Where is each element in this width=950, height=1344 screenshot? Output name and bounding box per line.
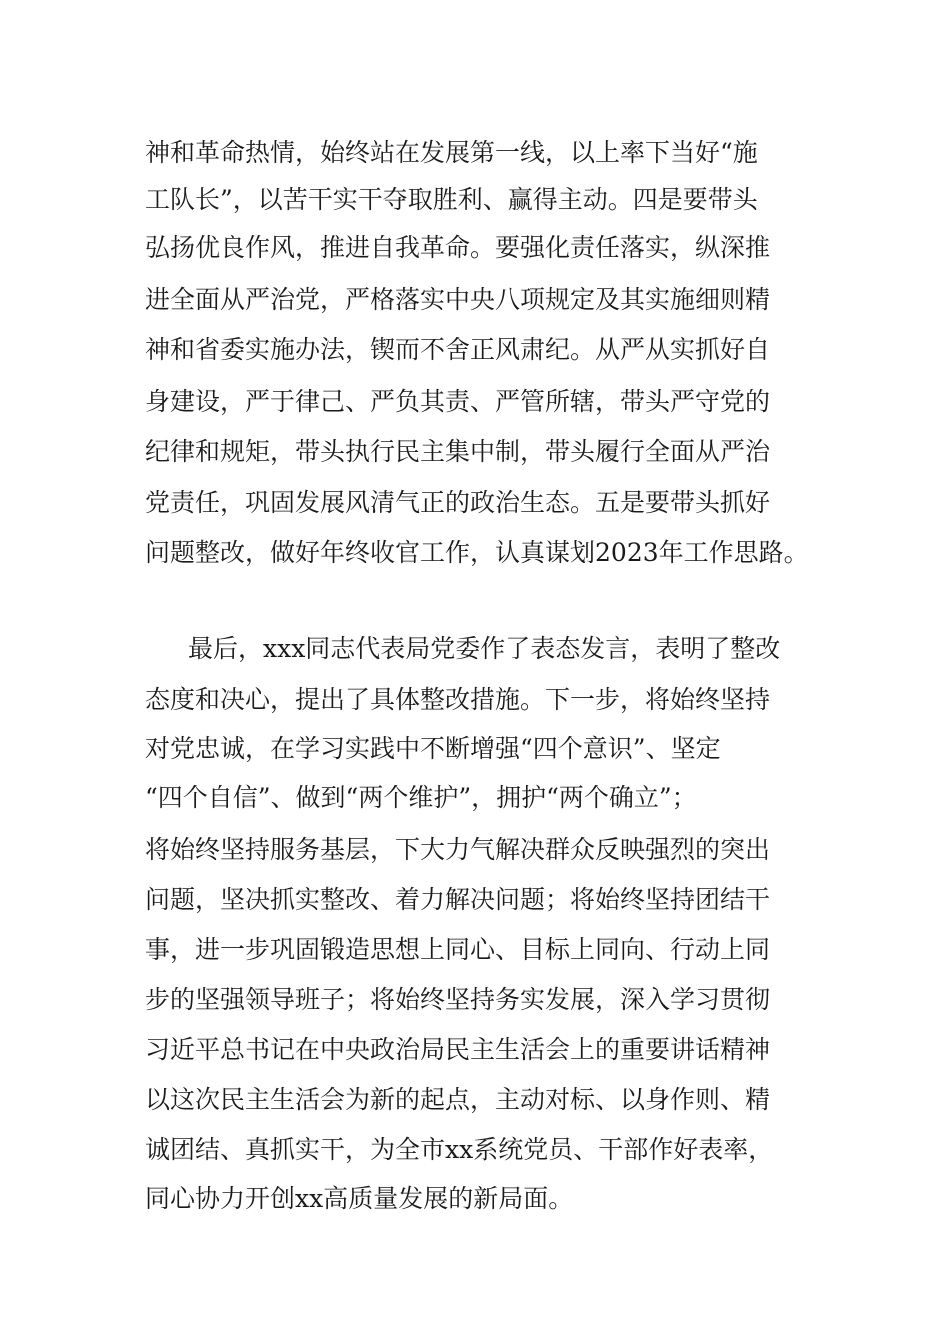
text-line: 神和革命热情，始终站在发展第一线，以上率下当好“施 xyxy=(145,138,758,167)
text-line: 以这次民主生活会为新的起点，主动对标、以身作则、精 xyxy=(145,1085,771,1114)
text-line: 党责任，巩固发展风清气正的政治生态。五是要带头抓好 xyxy=(145,488,771,517)
text-line: 身建设，严于律己、严负其责、严管所辖，带头严守党的 xyxy=(145,387,771,416)
text-line: 同心协力开创xx高质量发展的新局面。 xyxy=(145,1184,574,1213)
text-line: 问题整改，做好年终收官工作，认真谋划2023年工作思路。 xyxy=(145,538,809,567)
text-line: 步的坚强领导班子；将始终坚持务实发展，深入学习贯彻 xyxy=(145,985,771,1014)
text-line: 进全面从严治党，严格落实中央八项规定及其实施细则精 xyxy=(145,285,771,314)
text-line: 对党忠诚，在学习实践中不断增强“四个意识”、坚定 xyxy=(145,734,721,763)
text-line: 将始终坚持服务基层，下大力气解决群众反映强烈的突出 xyxy=(145,835,771,864)
text-line: 纪律和规矩，带头执行民主集中制，带头履行全面从严治 xyxy=(145,437,771,466)
text-line: 弘扬优良作风，推进自我革命。要强化责任落实，纵深推 xyxy=(145,233,771,262)
text-line: 问题，坚决抓实整改、着力解决问题；将始终坚持团结干 xyxy=(145,885,771,914)
text-line: 态度和决心，提出了具体整改措施。下一步，将始终坚持 xyxy=(145,685,771,714)
text-line: 习近平总书记在中央政治局民主生活会上的重要讲话精神 xyxy=(145,1035,771,1064)
text-line: 神和省委实施办法，锲而不舍正风肃纪。从严从实抓好自 xyxy=(145,335,771,364)
text-line: 事，进一步巩固锻造思想上同心、目标上同向、行动上同 xyxy=(145,935,771,964)
text-line: 最后，xxx同志代表局党委作了表态发言，表明了整改 xyxy=(188,634,781,663)
text-line: 诚团结、真抓实干，为全市xx系统党员、干部作好表率， xyxy=(145,1135,774,1164)
text-line: 工队长”，以苦干实干夺取胜利、赢得主动。四是要带头 xyxy=(145,185,758,214)
text-line: “四个自信”、做到“两个维护”，拥护“两个确立”； xyxy=(145,783,697,812)
